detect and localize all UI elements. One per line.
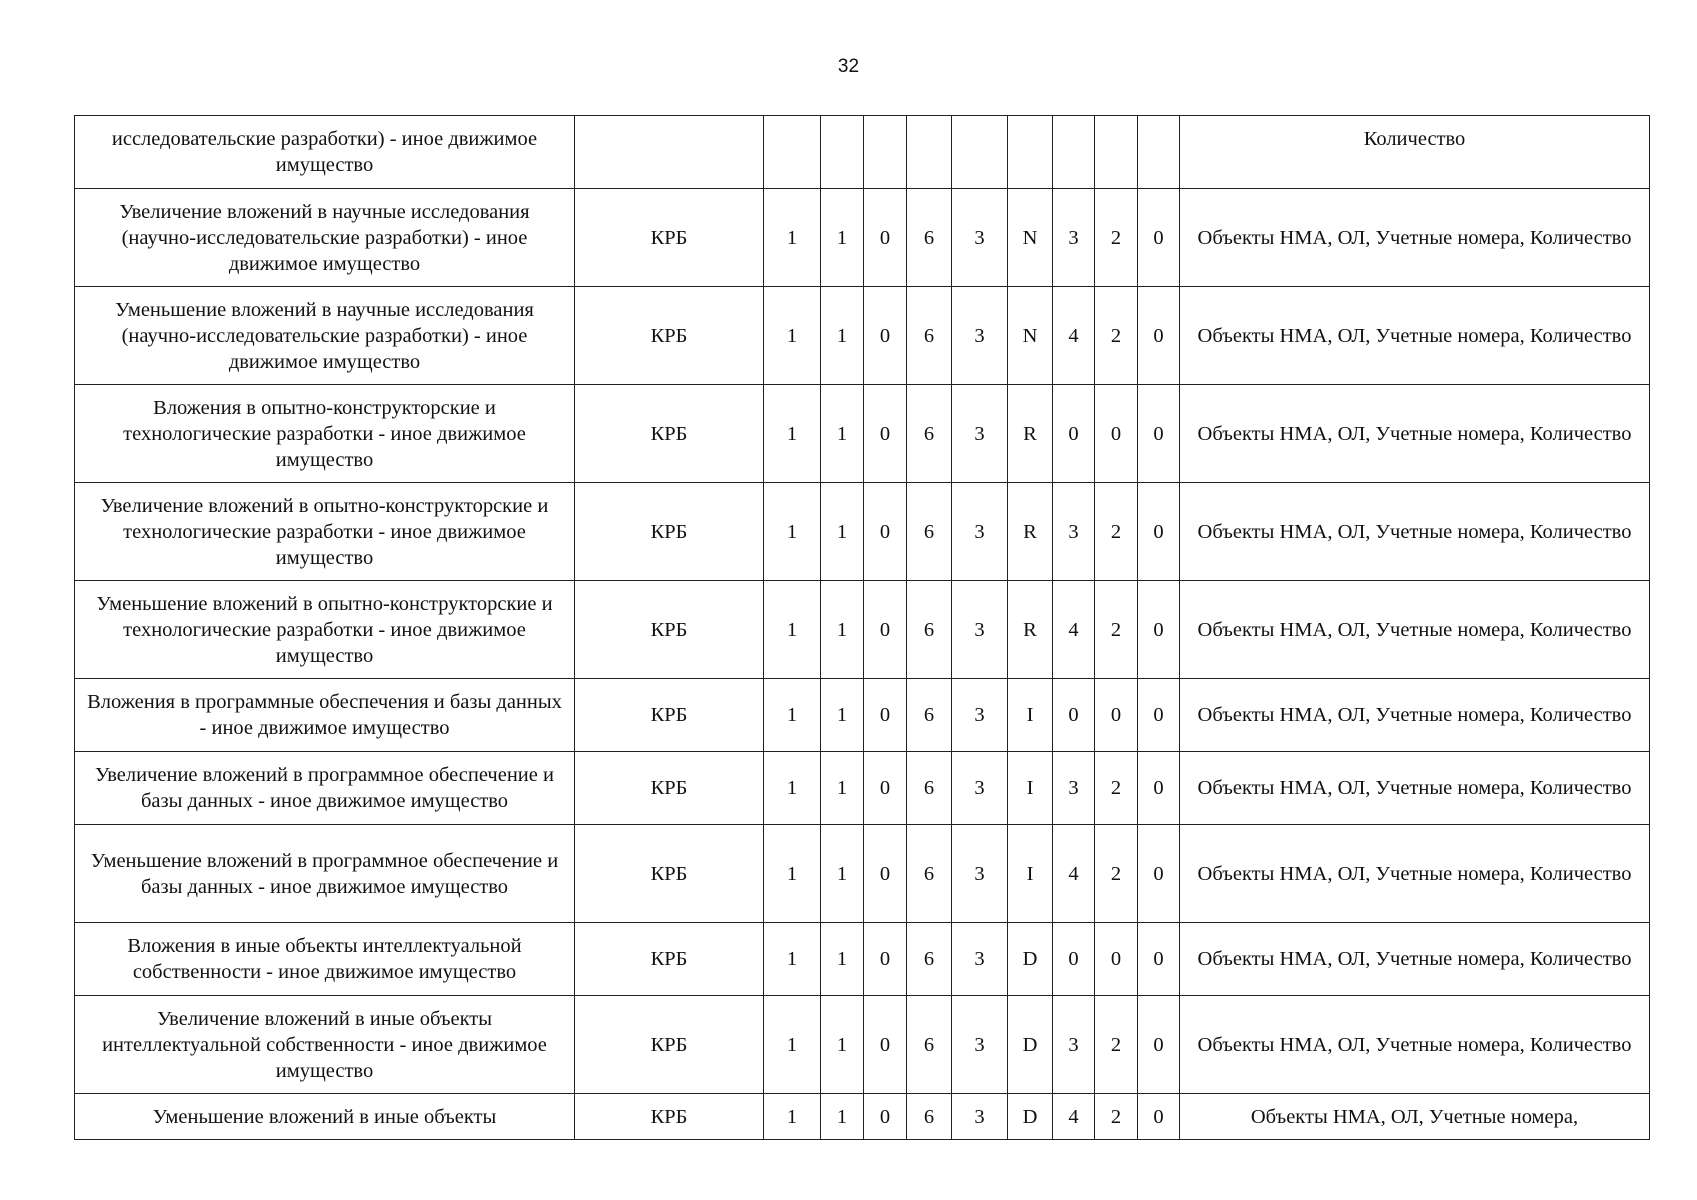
table-body xyxy=(75,116,1650,1140)
row-code-digit: 1 xyxy=(821,287,864,385)
row-code-digit: 1 xyxy=(764,287,821,385)
row-description: Вложения в программные обеспечения и базы данных - иное движимое имущество xyxy=(75,679,575,752)
row-code-digit: 2 xyxy=(1095,287,1138,385)
row-analytics: Объекты НМА, ОЛ, Учетные номера, xyxy=(1180,1094,1650,1140)
row-analytics: Объекты НМА, ОЛ, Учетные номера, Количество xyxy=(1180,996,1650,1094)
row-code-digit: 3 xyxy=(952,679,1008,752)
row-code-digit: 1 xyxy=(764,189,821,287)
row-code-digit: 2 xyxy=(1095,189,1138,287)
row-code-digit: 1 xyxy=(764,679,821,752)
row-description: Уменьшение вложений в программное обеспечение и базы данных - иное движимое имущество xyxy=(75,825,575,923)
row-description: Увеличение вложений в иные объекты интеллектуальной собственности - иное движимое имущество xyxy=(75,996,575,1094)
row-journal: КРБ xyxy=(575,752,764,825)
row-code-digit: 2 xyxy=(1095,581,1138,679)
row-code-digit: 2 xyxy=(1095,1094,1138,1140)
row-code-digit: 3 xyxy=(952,923,1008,996)
row-code-digit: 6 xyxy=(907,679,952,752)
row-code-digit: 6 xyxy=(907,483,952,581)
row-code-digit: 6 xyxy=(907,581,952,679)
row-code-digit: 0 xyxy=(864,679,907,752)
row-code-digit xyxy=(821,116,864,189)
row-journal xyxy=(575,116,764,189)
row-code-digit: 3 xyxy=(952,996,1008,1094)
row-code-digit: 0 xyxy=(1138,385,1180,483)
table-row xyxy=(75,483,1650,581)
row-code-digit: 1 xyxy=(764,483,821,581)
page-number: 32 xyxy=(837,56,860,77)
row-analytics: Объекты НМА, ОЛ, Учетные номера, Количество xyxy=(1180,923,1650,996)
row-code-digit: 1 xyxy=(821,483,864,581)
row-code-digit: 1 xyxy=(764,752,821,825)
row-code-digit: 6 xyxy=(907,385,952,483)
table-row xyxy=(75,679,1650,752)
row-analytics: Объекты НМА, ОЛ, Учетные номера, Количество xyxy=(1180,287,1650,385)
row-journal: КРБ xyxy=(575,825,764,923)
row-code-digit xyxy=(1138,116,1180,189)
row-code-digit: 0 xyxy=(1138,923,1180,996)
row-code-digit: 0 xyxy=(1138,483,1180,581)
row-journal: КРБ xyxy=(575,385,764,483)
row-code-digit: 3 xyxy=(952,287,1008,385)
row-code-digit: R xyxy=(1008,581,1053,679)
row-journal: КРБ xyxy=(575,287,764,385)
row-code-digit: 3 xyxy=(952,385,1008,483)
row-code-digit: 0 xyxy=(1053,385,1095,483)
row-code-digit: N xyxy=(1008,287,1053,385)
row-code-digit: 4 xyxy=(1053,581,1095,679)
row-analytics: Объекты НМА, ОЛ, Учетные номера, Количество xyxy=(1180,385,1650,483)
row-code-digit: 3 xyxy=(952,752,1008,825)
row-description: Увеличение вложений в научные исследования (научно-исследовательские разработки) - иное движимое имущество xyxy=(75,189,575,287)
row-code-digit: I xyxy=(1008,752,1053,825)
row-journal: КРБ xyxy=(575,581,764,679)
table-row xyxy=(75,385,1650,483)
table-row xyxy=(75,116,1650,189)
row-analytics: Объекты НМА, ОЛ, Учетные номера, Количество xyxy=(1180,581,1650,679)
row-code-digit: 0 xyxy=(1095,385,1138,483)
row-description: Уменьшение вложений в иные объекты xyxy=(75,1094,575,1140)
row-code-digit: 0 xyxy=(1138,996,1180,1094)
row-code-digit: 3 xyxy=(1053,483,1095,581)
row-code-digit: 0 xyxy=(1095,679,1138,752)
table-row xyxy=(75,996,1650,1094)
row-description: Увеличение вложений в программное обеспечение и базы данных - иное движимое имущество xyxy=(75,752,575,825)
row-code-digit xyxy=(1095,116,1138,189)
row-code-digit: 4 xyxy=(1053,1094,1095,1140)
row-journal: КРБ xyxy=(575,189,764,287)
row-code-digit: 0 xyxy=(864,385,907,483)
row-code-digit: 1 xyxy=(821,996,864,1094)
row-analytics: Объекты НМА, ОЛ, Учетные номера, Количество xyxy=(1180,189,1650,287)
table-row xyxy=(75,825,1650,923)
row-code-digit: 0 xyxy=(864,189,907,287)
row-code-digit: 4 xyxy=(1053,287,1095,385)
row-code-digit: 4 xyxy=(1053,825,1095,923)
row-code-digit: D xyxy=(1008,996,1053,1094)
row-code-digit: 0 xyxy=(1138,581,1180,679)
row-journal: КРБ xyxy=(575,1094,764,1140)
table-row xyxy=(75,581,1650,679)
row-description: Вложения в опытно-конструкторские и технологические разработки - иное движимое имущество xyxy=(75,385,575,483)
row-code-digit: 3 xyxy=(1053,996,1095,1094)
row-code-digit: 0 xyxy=(864,483,907,581)
row-code-digit xyxy=(1008,116,1053,189)
row-code-digit xyxy=(864,116,907,189)
row-code-digit: 1 xyxy=(764,1094,821,1140)
row-code-digit: I xyxy=(1008,825,1053,923)
table-row xyxy=(75,752,1650,825)
row-code-digit xyxy=(1053,116,1095,189)
row-code-digit: 1 xyxy=(764,825,821,923)
row-code-digit: 0 xyxy=(1053,679,1095,752)
row-code-digit: 2 xyxy=(1095,752,1138,825)
row-code-digit: 1 xyxy=(764,996,821,1094)
row-journal: КРБ xyxy=(575,923,764,996)
row-code-digit: 1 xyxy=(821,825,864,923)
row-code-digit: 6 xyxy=(907,752,952,825)
row-description: исследовательские разработки) - иное движимое имущество xyxy=(75,116,575,189)
row-code-digit: 0 xyxy=(1138,189,1180,287)
row-code-digit: 6 xyxy=(907,189,952,287)
row-analytics: Объекты НМА, ОЛ, Учетные номера, Количество xyxy=(1180,679,1650,752)
row-code-digit: R xyxy=(1008,385,1053,483)
row-code-digit: 6 xyxy=(907,996,952,1094)
table-row xyxy=(75,923,1650,996)
row-code-digit: 1 xyxy=(821,1094,864,1140)
row-code-digit: 0 xyxy=(864,923,907,996)
row-code-digit xyxy=(764,116,821,189)
row-code-digit: 3 xyxy=(952,825,1008,923)
row-code-digit: 1 xyxy=(821,581,864,679)
row-code-digit xyxy=(952,116,1008,189)
row-code-digit: 0 xyxy=(1138,287,1180,385)
row-code-digit: 1 xyxy=(821,679,864,752)
table-row xyxy=(75,189,1650,287)
row-code-digit: 0 xyxy=(1138,752,1180,825)
row-code-digit: 0 xyxy=(864,996,907,1094)
row-code-digit: 1 xyxy=(821,752,864,825)
row-code-digit: 3 xyxy=(1053,752,1095,825)
row-analytics: Количество xyxy=(1180,116,1650,189)
row-code-digit: 0 xyxy=(864,287,907,385)
row-code-digit: 3 xyxy=(952,581,1008,679)
row-code-digit: 2 xyxy=(1095,996,1138,1094)
row-code-digit: I xyxy=(1008,679,1053,752)
row-code-digit: 0 xyxy=(1053,923,1095,996)
row-code-digit: 1 xyxy=(821,923,864,996)
table-row xyxy=(75,287,1650,385)
row-analytics: Объекты НМА, ОЛ, Учетные номера, Количество xyxy=(1180,752,1650,825)
row-code-digit: 6 xyxy=(907,1094,952,1140)
row-code-digit: 0 xyxy=(864,1094,907,1140)
row-code-digit xyxy=(907,116,952,189)
row-code-digit: 1 xyxy=(764,385,821,483)
row-code-digit: N xyxy=(1008,189,1053,287)
row-description: Уменьшение вложений в опытно-конструкторские и технологические разработки - иное движимое имущество xyxy=(75,581,575,679)
row-code-digit: 0 xyxy=(864,581,907,679)
row-code-digit: 0 xyxy=(1138,1094,1180,1140)
row-code-digit: 6 xyxy=(907,287,952,385)
row-description: Увеличение вложений в опытно-конструкторские и технологические разработки - иное движимое имущество xyxy=(75,483,575,581)
row-code-digit: 2 xyxy=(1095,825,1138,923)
row-code-digit: D xyxy=(1008,1094,1053,1140)
row-code-digit: 6 xyxy=(907,825,952,923)
row-code-digit: 0 xyxy=(1138,825,1180,923)
row-code-digit: 0 xyxy=(1138,679,1180,752)
row-code-digit: 3 xyxy=(1053,189,1095,287)
row-code-digit: R xyxy=(1008,483,1053,581)
row-code-digit: 3 xyxy=(952,1094,1008,1140)
row-code-digit: 1 xyxy=(821,189,864,287)
row-code-digit: 0 xyxy=(864,752,907,825)
row-code-digit: 1 xyxy=(764,923,821,996)
row-journal: КРБ xyxy=(575,679,764,752)
table-row xyxy=(75,1094,1650,1140)
row-code-digit: 1 xyxy=(821,385,864,483)
row-code-digit: 3 xyxy=(952,189,1008,287)
row-journal: КРБ xyxy=(575,996,764,1094)
row-code-digit: 1 xyxy=(764,581,821,679)
row-code-digit: 0 xyxy=(864,825,907,923)
row-code-digit: 6 xyxy=(907,923,952,996)
row-journal: КРБ xyxy=(575,483,764,581)
row-description: Уменьшение вложений в научные исследования (научно-исследовательские разработки) - иное движимое имущество xyxy=(75,287,575,385)
row-description: Вложения в иные объекты интеллектуальной собственности - иное движимое имущество xyxy=(75,923,575,996)
row-analytics: Объекты НМА, ОЛ, Учетные номера, Количество xyxy=(1180,483,1650,581)
row-analytics: Объекты НМА, ОЛ, Учетные номера, Количество xyxy=(1180,825,1650,923)
row-code-digit: 3 xyxy=(952,483,1008,581)
row-code-digit: 0 xyxy=(1095,923,1138,996)
row-code-digit: 2 xyxy=(1095,483,1138,581)
row-code-digit: D xyxy=(1008,923,1053,996)
accounts-table xyxy=(74,115,1650,1140)
